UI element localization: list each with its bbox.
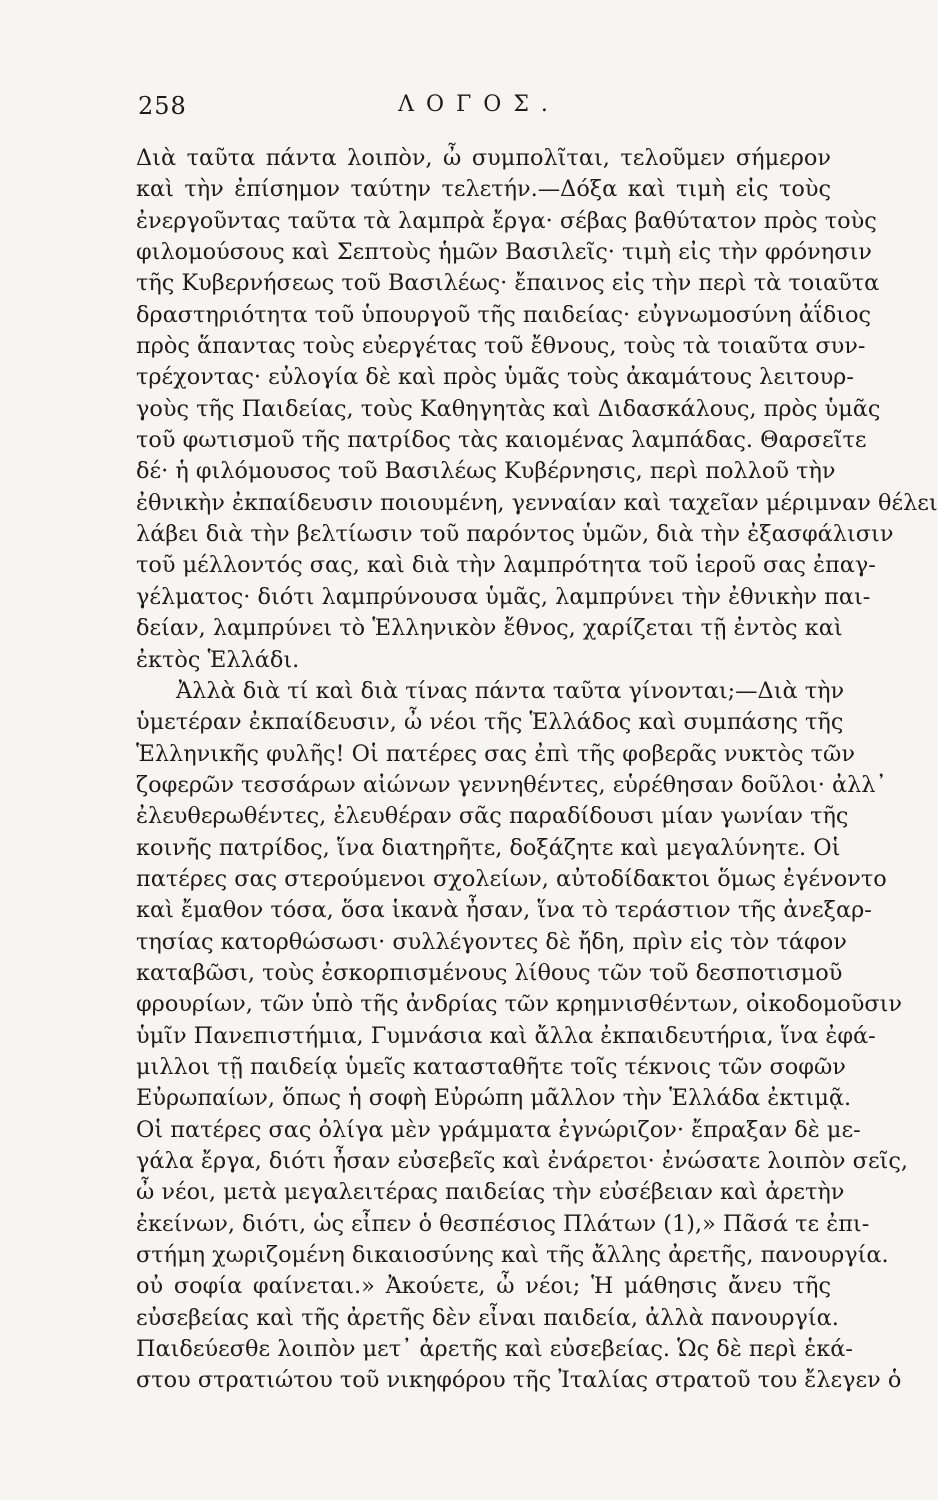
running-title: ΛΟΓΟΣ.: [398, 92, 560, 117]
text-line: Ἑλληνικῆς φυλῆς! Οἱ πατέρες σας ἐπὶ τῆς φοβερᾶς νυκτὸς τῶν: [136, 740, 855, 767]
text-line: Παιδεύεσθε λοιπὸν μετ᾽ ἀρετῆς καὶ εὐσεβείας. Ὡς δὲ περὶ ἑκά-: [136, 1336, 853, 1363]
text-line: τῆς Κυβερνήσεως τοῦ Βασιλέως· ἔπαινος εἰς τὴν περὶ τὰ τοιαῦτα: [136, 270, 880, 297]
text-line: ἐθνικὴν ἐκπαίδευσιν ποιουμένη, γενναίαν καὶ ταχεῖαν μέριμναν θέλει: [136, 489, 938, 516]
text-line: ζοφερῶν τεσσάρων αἰώνων γεννηθέντες, εὑρέθησαν δοῦλοι· ἀλλ᾽: [136, 771, 887, 798]
page-header: [138, 92, 820, 132]
text-line: φιλομούσους καὶ Σεπτοὺς ἡμῶν Βασιλεῖς· τιμὴ εἰς τὴν φρόνησιν: [136, 239, 872, 266]
text-line: φρουρίων, τῶν ὑπὸ τῆς ἀνδρίας τῶν κρημνισθέντων, οἰκοδομοῦσιν: [136, 991, 903, 1018]
text-line: Ἀλλὰ διὰ τί καὶ διὰ τίνας πάντα ταῦτα γίνονται;—Διὰ τὴν: [176, 677, 845, 704]
text-line: ἐκείνων, διότι, ὡς εἶπεν ὁ θεσπέσιος Πλάτων (1),» Πᾶσά τε ἐπι-: [136, 1210, 870, 1237]
text-line: Διὰ ταῦτα πάντα λοιπὸν, ὦ συμπολῖται, τελοῦμεν σήμερον: [136, 145, 831, 171]
text-line: καὶ ἔμαθον τόσα, ὅσα ἱκανὰ ἦσαν, ἵνα τὸ τεράστιον τῆς ἀνεξαρ-: [136, 897, 872, 924]
text-line: τησίας κατορθώσωσι· συλλέγοντες δὲ ἤδη, πρὶν εἰς τὸν τάφον: [136, 928, 847, 955]
text-line: ἐνεργοῦντας ταῦτα τὰ λαμπρὰ ἔργα· σέβας βαθύτατον πρὸς τοὺς: [136, 207, 877, 234]
text-line: δέ· ἡ φιλόμουσος τοῦ Βασιλέως Κυβέρνησις, περὶ πολλοῦ τὴν: [136, 458, 836, 485]
body-text: [136, 143, 938, 1397]
text-line: μιλλοι τῇ παιδείᾳ ὑμεῖς κατασταθῆτε τοῖς τέκνοις τῶν σοφῶν: [136, 1053, 846, 1080]
text-line: δραστηριότητα τοῦ ὑπουργοῦ τῆς παιδείας· εὐγνωμοσύνη ἀΐδιος: [136, 301, 872, 328]
text-line: πρὸς ἅπαντας τοὺς εὐεργέτας τοῦ ἔθνους, τοὺς τὰ τοιαῦτα συν-: [136, 333, 866, 360]
text-line: τρέχοντας· εὐλογία δὲ καὶ πρὸς ὑμᾶς τοὺς ἀκαμάτους λειτουρ-: [136, 364, 854, 391]
text-line: ὦ νέοι, μετὰ μεγαλειτέρας παιδείας τὴν εὐσέβειαν καὶ ἀρετὴν: [136, 1179, 845, 1206]
text-line: καταβῶσι, τοὺς ἐσκορπισμένους λίθους τῶν τοῦ δεσποτισμοῦ: [136, 959, 843, 986]
text-line: γάλα ἔργα, διότι ἦσαν εὐσεβεῖς καὶ ἐνάρετοι· ἐνώσατε λοιπὸν σεῖς,: [136, 1148, 908, 1174]
text-line: γοὺς τῆς Παιδείας, τοὺς Καθηγητὰς καὶ Διδασκάλους, πρὸς ὑμᾶς: [136, 395, 881, 422]
text-line: Εὐρωπαίων, ὅπως ἡ σοφὴ Εὐρώπη μᾶλλον τὴν Ἑλλάδα ἐκτιμᾷ.: [136, 1085, 852, 1112]
text-line: γέλματος· διότι λαμπρύνουσα ὑμᾶς, λαμπρύνει τὴν ἐθνικὴν παι-: [136, 583, 871, 610]
text-line: εὐσεβείας καὶ τῆς ἀρετῆς δὲν εἶναι παιδεία, ἀλλὰ πανουργία.: [136, 1304, 839, 1331]
text-line: οὐ σοφία φαίνεται.» Ἀκούετε, ὦ νέοι; Ἡ μάθησις ἄνευ τῆς: [136, 1273, 831, 1300]
text-line: καὶ τὴν ἐπίσημον ταύτην τελετήν.—Δόξα καὶ τιμὴ εἰς τοὺς: [136, 176, 831, 203]
text-line: κοινῆς πατρίδος, ἵνα διατηρῆτε, δοξάζητε καὶ μεγαλύνητε. Οἱ: [136, 834, 841, 861]
text-line: Οἱ πατέρες σας ὀλίγα μὲν γράμματα ἐγνώριζον· ἔπραξαν δὲ με-: [136, 1116, 861, 1143]
text-line: ἐκτὸς Ἑλλάδι.: [136, 646, 300, 673]
page-number: 258: [138, 92, 187, 120]
text-line: στήμη χωριζομένη δικαιοσύνης καὶ τῆς ἄλλης ἀρετῆς, πανουργία.: [136, 1242, 889, 1269]
text-line: ὑμῖν Πανεπιστήμια, Γυμνάσια καὶ ἄλλα ἐκπαιδευτήρια, ἵνα ἐφά-: [136, 1022, 876, 1049]
text-line: τοῦ μέλλοντός σας, καὶ διὰ τὴν λαμπρότητα τοῦ ἱεροῦ σας ἐπαγ-: [136, 552, 876, 579]
text-line: ἐλευθερωθέντες, ἐλευθέραν σᾶς παραδίδουσι μίαν γωνίαν τῆς: [136, 803, 849, 830]
text-line: τοῦ φωτισμοῦ τῆς πατρίδος τὰς καιομένας λαμπάδας. Θαρσεῖτε: [136, 427, 867, 454]
text-line: πατέρες σας στερούμενοι σχολείων, αὐτοδίδακτοι ὅμως ἐγένοντο: [136, 865, 887, 892]
text-line: λάβει διὰ τὴν βελτίωσιν τοῦ παρόντος ὑμῶν, διὰ τὴν ἐξασφάλισιν: [136, 521, 894, 548]
text-line: δείαν, λαμπρύνει τὸ Ἑλληνικὸν ἔθνος, χαρίζεται τῇ ἐντὸς καὶ: [136, 615, 843, 642]
text-line: ὑμετέραν ἐκπαίδευσιν, ὦ νέοι τῆς Ἑλλάδος καὶ συμπάσης τῆς: [136, 709, 844, 736]
text-line: στου στρατιώτου τοῦ νικηφόρου τῆς Ἰταλίας στρατοῦ του ἔλεγεν ὁ: [136, 1367, 902, 1394]
